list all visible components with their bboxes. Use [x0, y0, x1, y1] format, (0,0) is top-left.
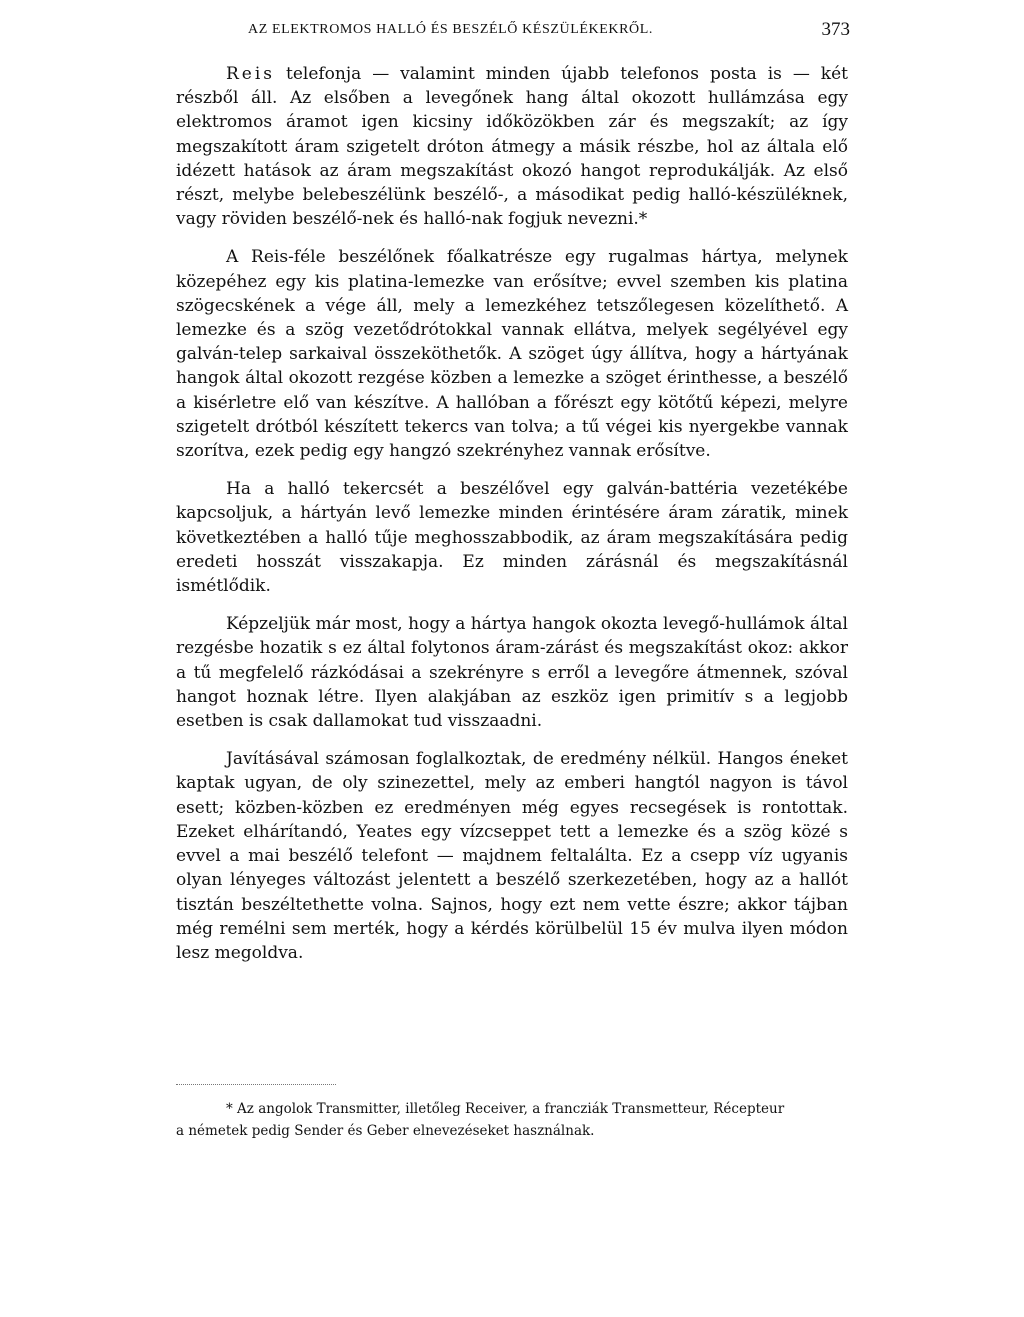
paragraph-text: A Reis-féle beszélőnek főalkatrésze egy rugalmas hártya, melynek közepéhez egy kis platina-lemezke van erősítve; evvel szemben kis platina szögecskének a vége áll, mely a lemezkéhez tetszőlegesen közelíthető. A lemezke és a szög vezetődrótokkal vannak ellátva, melyek segélyével egy galván-telep sarkaival összeköthetők. A szöget úgy állítva, hogy a hártyának hangok által okozott rezgése közben a lemezke a szöget érinthesse, a beszélő a kisérletre elő van készítve. A hallóban a főrészt egy kötőtű képezi, melyre szigetelt drótból készített tekercs van tolva; a tű végei kis nyergekbe vannak szorítva, ezek pedig egy hangzó szekrényhez vannak erősítve. [176, 247, 848, 462]
footnote-divider [176, 1084, 336, 1085]
paragraph [176, 477, 848, 598]
page-header [176, 19, 850, 48]
footnote-line: a németek pedig Sender és Geber elnevezéseket használnak. [176, 1123, 595, 1139]
footnote [176, 1098, 848, 1142]
footnote-line: * Az angolok Transmitter, illetőleg Receiver, a francziák Transmetteur, Récepteur [226, 1101, 785, 1117]
paragraph-text: Javításával számosan foglalkoztak, de eredmény nélkül. Hangos éneket kaptak ugyan, de oly szinezettel, mely az emberi hangtól nagyon is távol esett; közben-közben ez eredményen még egyes recsegések is rontottak. Ezeket elhárítandó, Yeates egy vízcseppet tett a lemezke és a szög közé s evvel a mai beszélő telefont — majdnem feltalálta. Ez a csepp víz ugyanis olyan lényeges változást jelentett a beszélő szerkezetében, hogy az a hallót tisztán beszéltethette volna. Sajnos, hogy ezt nem vette észre; akkor tájban még remélni sem merték, hogy a kérdés körülbelül 15 év mulva ilyen módon lesz megoldva. [176, 749, 848, 963]
author-name: Reis [226, 64, 276, 84]
paragraph-text: Ha a halló tekercsét a beszélővel egy galván-battéria vezetékébe kapcsoljuk, a hártyán levő lemezke minden érintésére áram záratik, minek következtében a halló tűje meghosszabbodik, az áram megszakítására pedig eredeti hosszát visszakapja. Ez minden zárásnál és megszakításnál ismétlődik. [176, 479, 848, 597]
running-head: AZ ELEKTROMOS HALLÓ ÉS BESZÉLŐ KÉSZÜLÉKEKRŐL. [248, 22, 653, 37]
body-text [176, 62, 848, 979]
paragraph [176, 747, 848, 965]
paragraph-text: telefonja — valamint minden újabb telefonos posta is — két részből áll. Az elsőben a levegőnek hang által okozott hullámzása egy elektromos áramot igen kicsiny időközökben zár és megszakít; az így megszakított áram szigetelt dróton átmegy a másik részbe, hol az általa elő idézett hatások az áram megszakítást okozó hangot reprodukálják. Az első részt, melybe belebeszélünk beszélő-, a másodikat pedig halló-készüléknek, vagy röviden beszélő-nek és halló-nak fogjuk nevezni.* [176, 64, 848, 230]
paragraph [176, 62, 848, 231]
paragraph-text: Képzeljük már most, hogy a hártya hangok okozta levegő-hullámok által rezgésbe hozatik s ez által folytonos áram-zárást és megszakítást okoz: akkor a tű megfelelő rázkódásai a szekrényre s erről a levegőre átmennek, szóval hangot hoznak létre. Ilyen alakjában az eszköz igen primitív s a legjobb esetben is csak dallamokat tud visszaadni. [176, 614, 848, 732]
paragraph [176, 245, 848, 463]
page-number: 373 [821, 19, 850, 40]
paragraph [176, 612, 848, 733]
